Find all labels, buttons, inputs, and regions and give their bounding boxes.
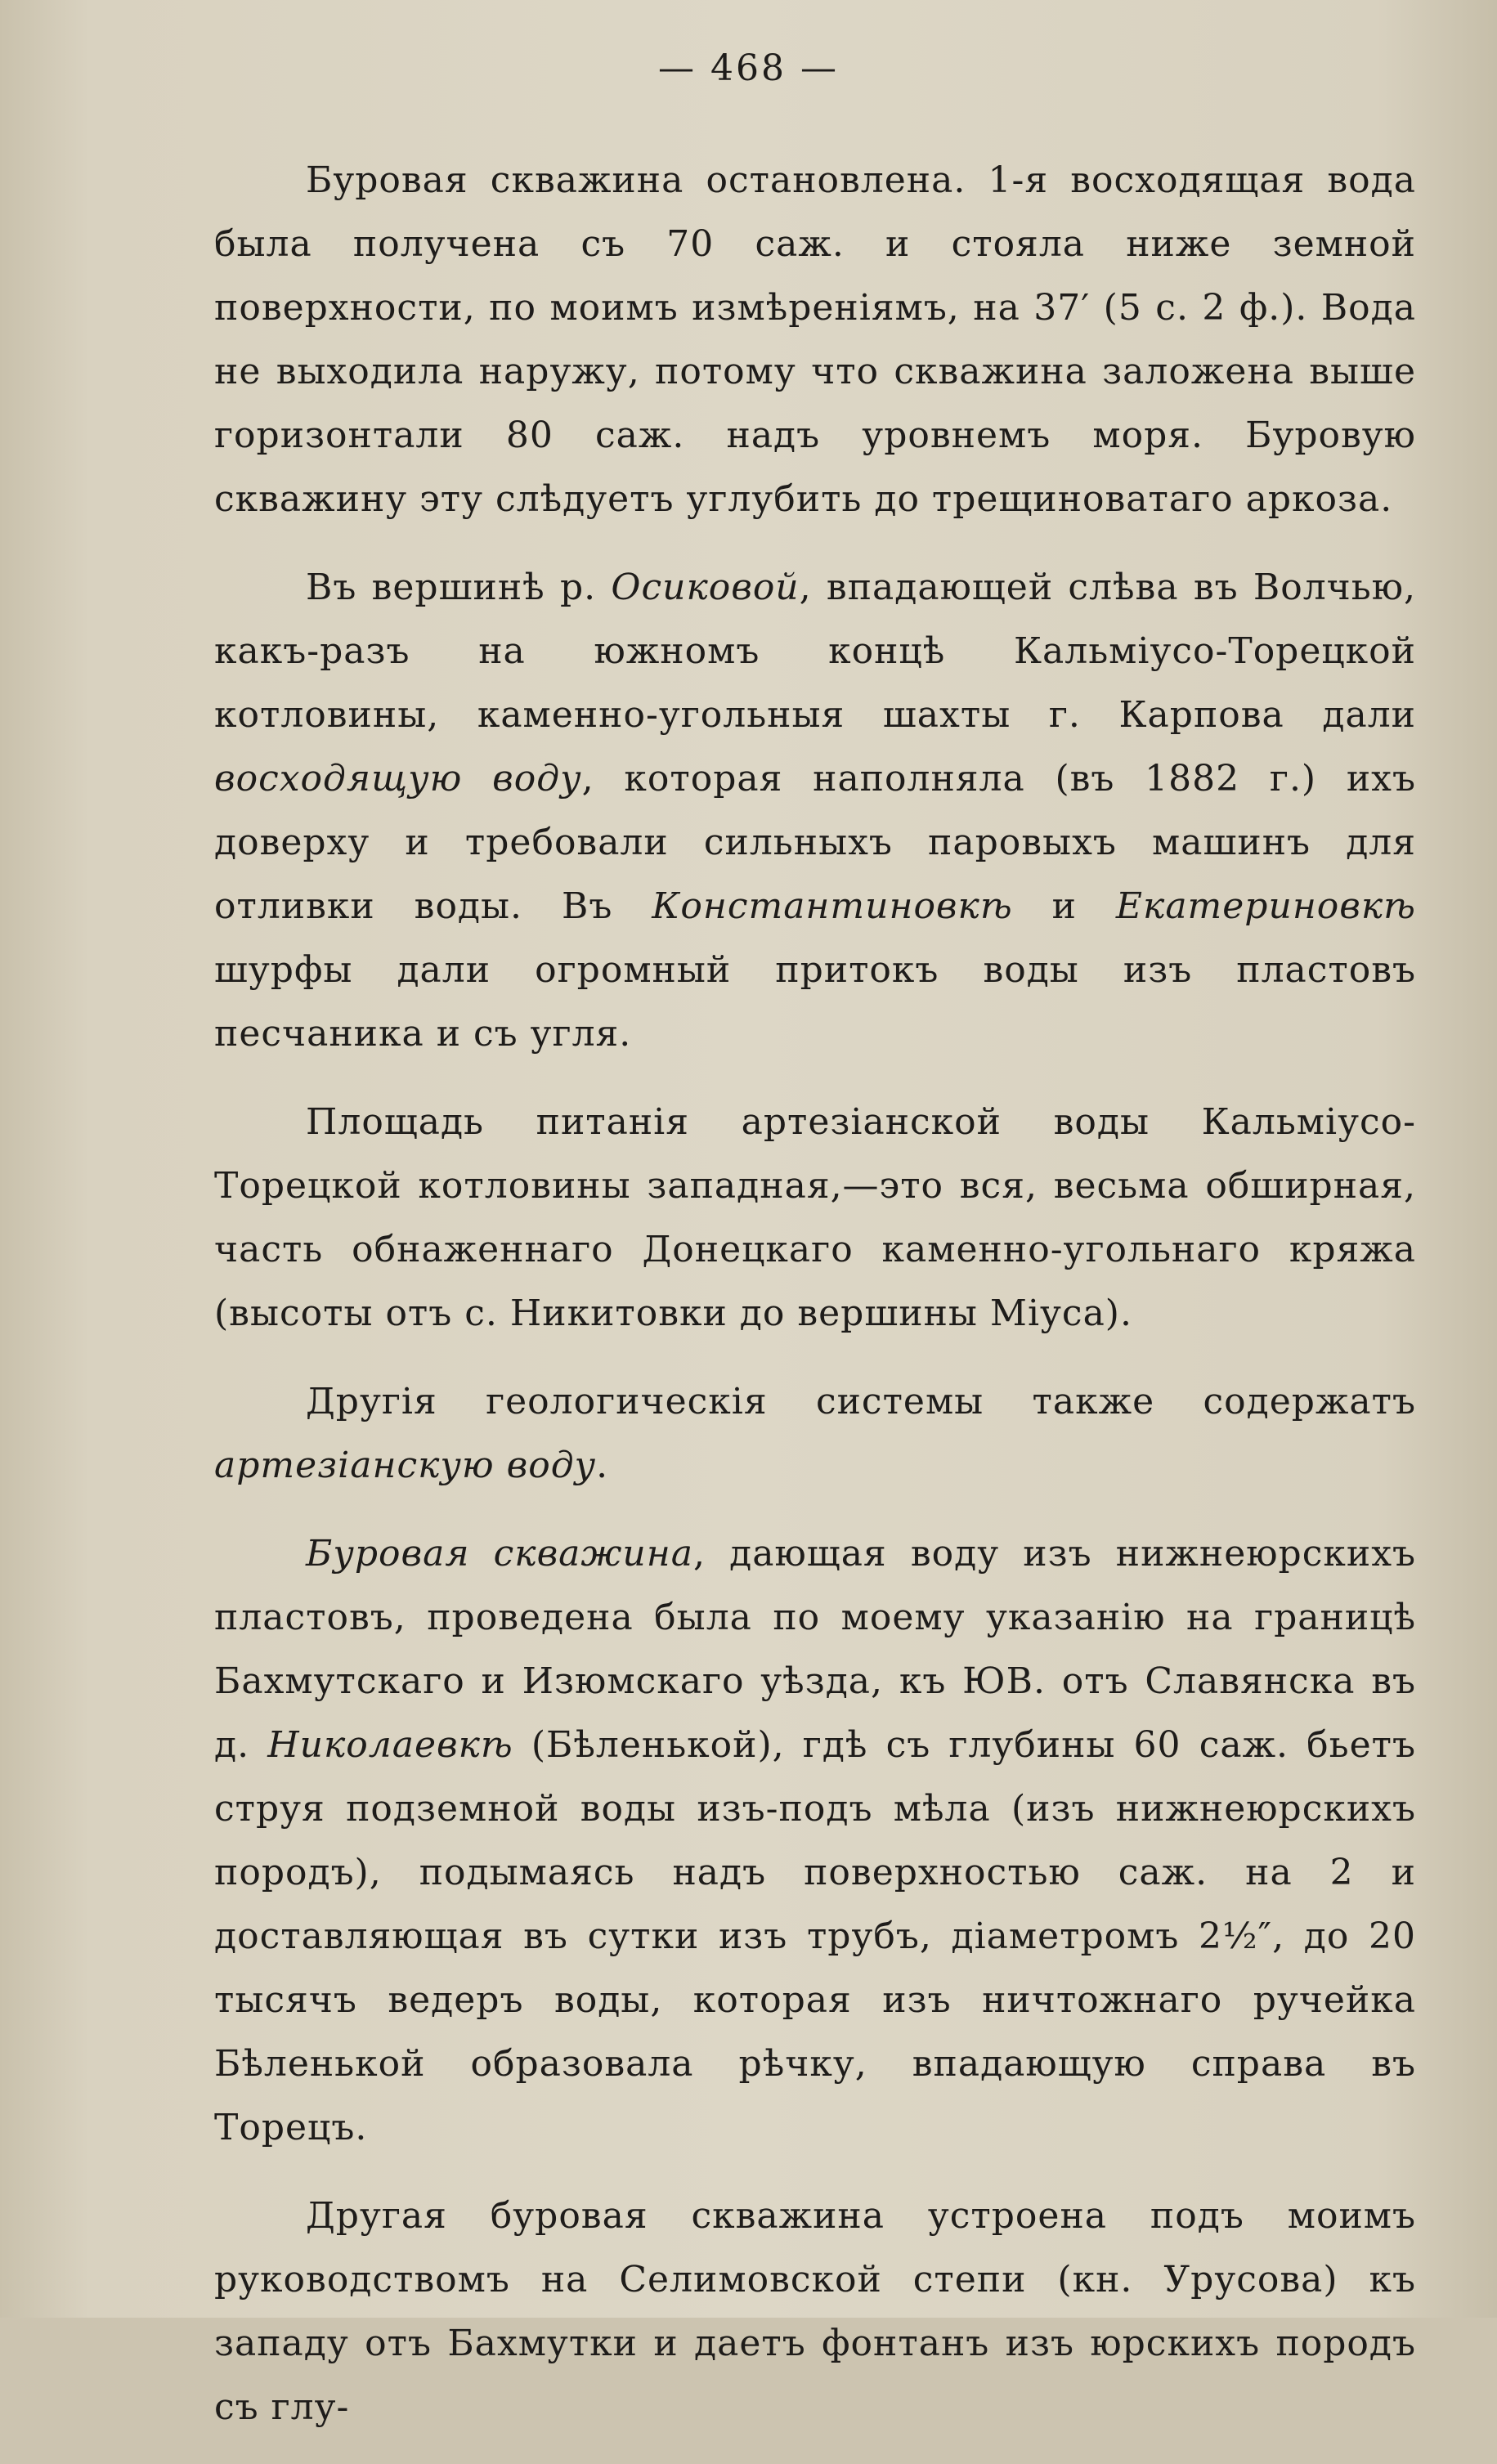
italic-text-run: восходящую воду <box>214 758 582 800</box>
page-number: — 468 — <box>658 47 839 89</box>
paragraph <box>214 149 1416 531</box>
paragraph <box>214 556 1416 1066</box>
italic-text-run: Константиновкѣ <box>652 885 1013 927</box>
text-run: (Бѣленькой), гдѣ съ глубины 60 саж. бьетъ струя подземной воды изъ-подъ мѣла (изъ нижнеюрскихъ породъ), подымаясь надъ поверхностью саж. на 2 и доставляющая въ сутки изъ трубъ, діаметромъ 2½″, до 20 тысячъ ведеръ воды, которая изъ ничтожнаго ручейка Бѣленькой образовала рѣчку, впадающую справа въ Торецъ. <box>214 1724 1416 2148</box>
paragraph <box>214 1370 1416 1498</box>
italic-text-run: Осиковой <box>611 567 800 608</box>
text-run: Другія геологическія системы также содержатъ <box>306 1381 1416 1422</box>
text-run: . <box>596 1445 609 1486</box>
italic-text-run: Екатериновкѣ <box>1115 885 1416 927</box>
text-run: Буровая скважина остановлена. 1-я восходящая вода была получена съ 70 саж. и стояла ниже земной поверхности, по моимъ измѣреніямъ, на 37′ (5 с. 2 ф.). Вода не выходила наружу, потому что скважина заложена выше горизонтали 80 саж. надъ уровнемъ моря. Буровую скважину эту слѣдуетъ углубить до трещиноватаго аркоза. <box>214 159 1416 520</box>
text-run: Площадь питанія артезіанской воды Кальміусо-Торецкой котловины западная,—это вся, весьма обширная, часть обнаженнаго Донецкаго каменно-угольнаго кряжа (высоты отъ с. Никитовки до вершины Міуса). <box>214 1101 1416 1334</box>
text-run: , которая наполняла (въ 1882 г.) ихъ доверху и требовали сильныхъ паровыхъ машинъ для отливки воды. Въ <box>214 758 1416 927</box>
italic-text-run: артезіанскую воду <box>214 1445 597 1486</box>
italic-text-run: Николаевкѣ <box>267 1724 513 1766</box>
text-run: шурфы дали огромный притокъ воды изъ пластовъ песчаника и съ угля. <box>214 949 1416 1055</box>
text-run: Въ вершинѣ р. <box>306 567 612 608</box>
paragraph <box>214 2184 1416 2439</box>
text-run: , дающая воду изъ нижнеюрскихъ пластовъ, проведена была по моему указанію на границѣ Бахмутскаго и Изюмскаго уѣзда, къ ЮВ. отъ Славянска въ д. <box>214 1533 1417 1766</box>
text-run: и <box>1012 885 1116 927</box>
paragraph <box>214 1522 1416 2160</box>
text-run: Другая буровая скважина устроена подъ моимъ руководствомъ на Селимовской степи (кн. Урусова) къ западу отъ Бахмутки и даетъ фонтанъ изъ юрскихъ породъ съ глу- <box>214 2195 1416 2428</box>
text-run: , впадающей слѣва въ Волчью, какъ-разъ на южномъ концѣ Кальміусо-Торецкой котловины, каменно-угольныя шахты г. Карпова дали <box>214 567 1416 736</box>
paragraph <box>214 1091 1416 1346</box>
italic-text-run: Буровая скважина <box>306 1533 693 1575</box>
body-text <box>214 149 1416 2464</box>
